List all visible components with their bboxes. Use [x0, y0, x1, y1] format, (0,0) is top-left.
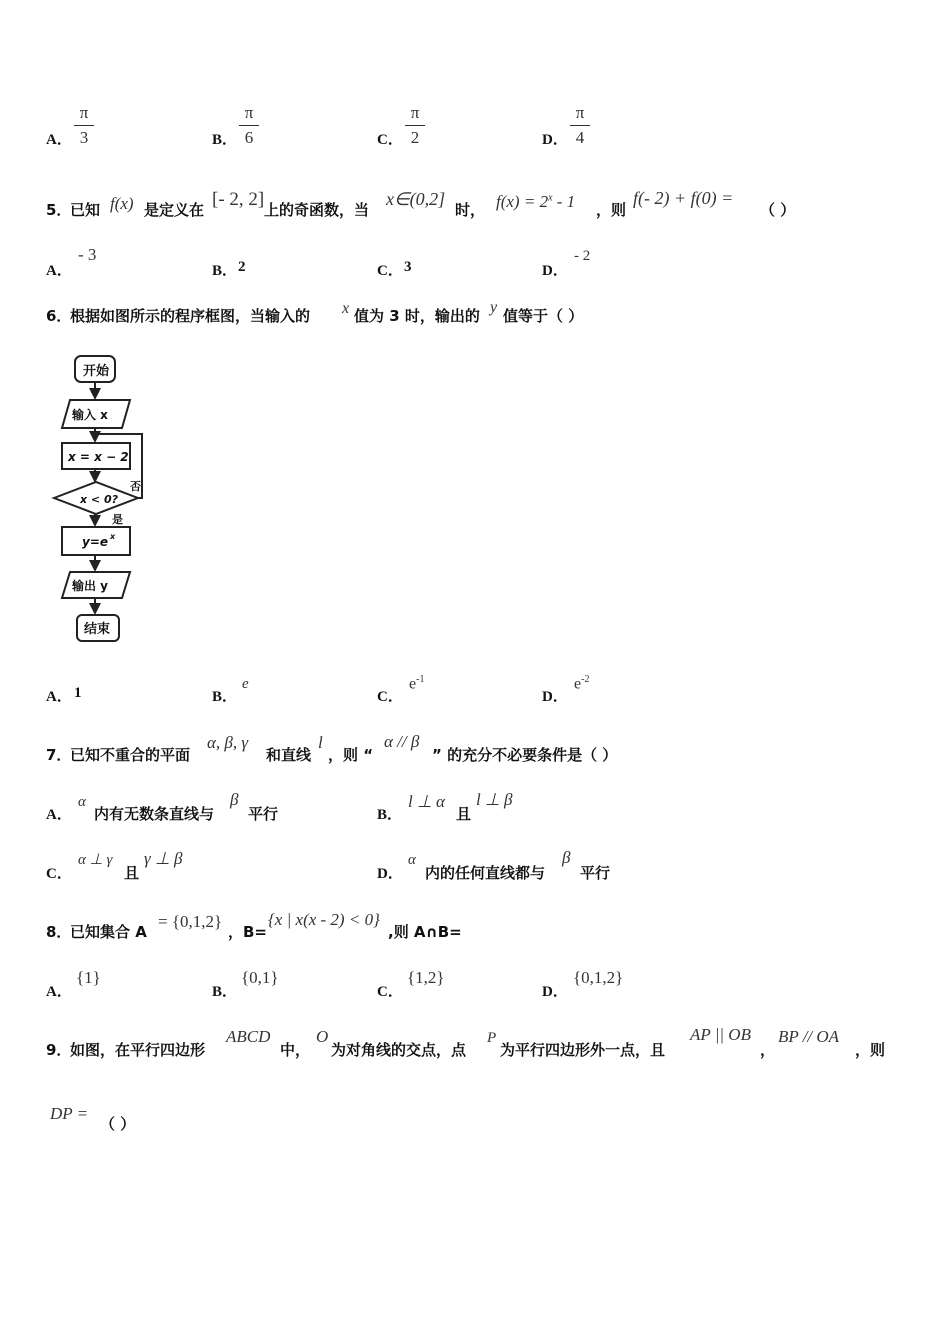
- q5-option-c-value: 3: [404, 259, 412, 275]
- q5-option-d-label: D．: [542, 263, 568, 279]
- q4-option-d-label: D．: [542, 132, 568, 148]
- q9-math-3: P: [487, 1030, 497, 1046]
- q7-option-a-math-2: β: [230, 790, 239, 809]
- q4-option-d-fraction: [569, 103, 591, 148]
- q6-option-b-value: e: [242, 676, 249, 692]
- q5-text-5: ，则: [596, 201, 627, 219]
- q8-option-a-value: {1}: [76, 968, 101, 987]
- q9-math-2: O: [316, 1027, 329, 1046]
- q8-math-2: {x | x(x - 2) < 0}: [268, 910, 380, 929]
- q4-option-b-label: B．: [212, 132, 238, 148]
- q6-math-1: x: [342, 300, 350, 317]
- q9-text-4: 为平行四边形外一点，且: [500, 1041, 666, 1059]
- q6-text-1: 根据如图所示的程序框图，当输入的: [70, 307, 311, 325]
- q7-option-c-label: C．: [46, 866, 72, 882]
- q9-math-1: ABCD: [226, 1027, 271, 1046]
- q7-text-1: 已知不重合的平面: [70, 746, 191, 764]
- fraction-denominator: 3: [79, 128, 89, 147]
- flowchart-output-label: 输出 y: [72, 579, 109, 593]
- fraction-numerator: π: [410, 103, 420, 122]
- q7-math-3: α // β: [384, 732, 420, 751]
- q9-math-4: AP || OB: [690, 1025, 751, 1044]
- q8-option-c-label: C．: [377, 984, 403, 1000]
- flowchart-no-label: 否: [130, 480, 141, 493]
- q6-math-2: y: [490, 299, 498, 316]
- q8-text-2: ，B=: [228, 923, 268, 941]
- q7-text-2: 和直线: [266, 746, 312, 764]
- q8-option-d-value: {0,1,2}: [573, 968, 624, 987]
- q7-option-b-text-1: 且: [456, 805, 472, 823]
- q8-number: 8．: [46, 923, 72, 941]
- q8-option-d-label: D．: [542, 984, 568, 1000]
- flowchart-decision-label: x < 0?: [80, 493, 119, 506]
- q5-math-2: [- 2, 2]: [212, 189, 265, 210]
- q9-text-6: ，则: [855, 1041, 886, 1059]
- q7-option-b-label: B．: [377, 807, 403, 823]
- flowchart-yes-label: 是: [112, 513, 123, 526]
- q6-option-c-label: C．: [377, 689, 403, 705]
- q4-option-b-fraction: [238, 103, 260, 148]
- q8-option-b-label: B．: [212, 984, 238, 1000]
- fraction-denominator: 2: [410, 128, 420, 147]
- fraction-numerator: π: [244, 103, 254, 122]
- q6-option-c-value: $e^{-1}$: [409, 674, 425, 693]
- q5-math-3: x∈(0,2]: [386, 189, 446, 209]
- q6-text-3: 值等于（ ）: [503, 307, 584, 325]
- q6-option-d-value: $e^{-2}$: [574, 674, 590, 693]
- q6-option-b-label: B．: [212, 689, 238, 705]
- flowchart-start-label: 开始: [83, 364, 110, 379]
- q6-option-d-label: D．: [542, 689, 568, 705]
- fraction-denominator: 6: [244, 128, 254, 147]
- q7-text-3: ，则 “: [328, 746, 374, 764]
- q6-option-a-value: 1: [74, 685, 82, 701]
- q6-text-2: 值为 3 时，输出的: [354, 307, 480, 325]
- q7-option-a-math-1: α: [78, 794, 86, 810]
- q8-option-a-label: A．: [46, 984, 72, 1000]
- q7-option-b-math-1: l ⊥ α: [408, 792, 445, 811]
- q7-option-d-label: D．: [377, 866, 403, 882]
- q5-text-1: 已知: [70, 201, 101, 219]
- q7-option-d-math-2: β: [562, 848, 571, 867]
- q5-option-b-value: 2: [238, 259, 246, 275]
- q9-math-5: BP // OA: [778, 1027, 840, 1046]
- q6-number: 6．: [46, 307, 72, 325]
- q7-option-a-label: A．: [46, 807, 72, 823]
- program-flowchart: [50, 352, 155, 647]
- q7-option-d-math-1: α: [408, 852, 416, 868]
- q7-number: 7．: [46, 746, 72, 764]
- q4-option-a-fraction: [73, 103, 95, 148]
- q7-option-d-text-1: 内的任何直线都与: [425, 864, 546, 882]
- flowchart-calc-exponent: x: [110, 532, 116, 541]
- q5-math-4: $f(x) = 2^x - 1$: [496, 192, 576, 211]
- q7-math-2: l: [318, 733, 323, 752]
- q9-math-6: DP =: [50, 1104, 89, 1123]
- fraction-numerator: π: [79, 103, 89, 122]
- flowchart-assign-label: x = x − 2: [68, 450, 129, 464]
- q7-option-d-text-2: 平行: [580, 864, 611, 882]
- flowchart-end-label: 结束: [84, 622, 111, 637]
- q9-text-2: 中，: [280, 1041, 311, 1059]
- q8-text-1: 已知集合 A: [70, 923, 147, 941]
- q6-option-a-label: A．: [46, 689, 72, 705]
- fraction-denominator: 4: [575, 128, 585, 147]
- q8-math-1: = {0,1,2}: [158, 912, 223, 931]
- q9-text-1: 如图，在平行四边形: [70, 1041, 206, 1059]
- flowchart-calc-label: y=e: [82, 535, 109, 549]
- q5-option-d-value: - 2: [574, 248, 591, 264]
- flowchart-input-label: 输入 x: [72, 408, 108, 422]
- q5-number: 5．: [46, 201, 72, 219]
- q7-text-4: ” 的充分不必要条件是（ ）: [432, 746, 618, 764]
- q9-text-3: 为对角线的交点，点: [331, 1041, 467, 1059]
- q7-option-c-math-1: α ⊥ γ: [78, 852, 113, 868]
- q5-text-3: 上的奇函数，当: [264, 201, 370, 219]
- q5-math-5: f(- 2) + f(0) =: [633, 188, 734, 208]
- q5-text-4: 时，: [455, 201, 486, 219]
- q9-choice-brackets: （ ）: [100, 1115, 136, 1133]
- q9-text-5: ，: [760, 1041, 776, 1059]
- q7-option-a-text-1: 内有无数条直线与: [94, 805, 215, 823]
- q7-option-c-math-2: γ ⊥ β: [144, 849, 183, 868]
- q8-option-b-value: {0,1}: [241, 968, 279, 987]
- q5-choice-brackets: （ ）: [760, 201, 796, 219]
- q8-option-c-value: {1,2}: [407, 968, 445, 987]
- q4-option-a-label: A．: [46, 132, 72, 148]
- q4-option-c-fraction: [404, 103, 426, 148]
- q9-number: 9．: [46, 1041, 72, 1059]
- q7-option-b-math-2: l ⊥ β: [476, 790, 513, 809]
- q5-text-2: 是定义在: [144, 201, 205, 219]
- q8-text-3: ,则 A∩B=: [388, 923, 462, 941]
- q4-option-c-label: C．: [377, 132, 403, 148]
- q5-option-a-value: - 3: [78, 245, 97, 264]
- fraction-numerator: π: [575, 103, 585, 122]
- q7-option-c-text-1: 且: [124, 864, 140, 882]
- q5-option-a-label: A．: [46, 263, 72, 279]
- q7-option-a-text-2: 平行: [248, 805, 279, 823]
- q7-math-1: α, β, γ: [207, 733, 249, 752]
- q5-option-c-label: C．: [377, 263, 403, 279]
- q5-math-1: f(x): [110, 194, 134, 213]
- q5-option-b-label: B．: [212, 263, 238, 279]
